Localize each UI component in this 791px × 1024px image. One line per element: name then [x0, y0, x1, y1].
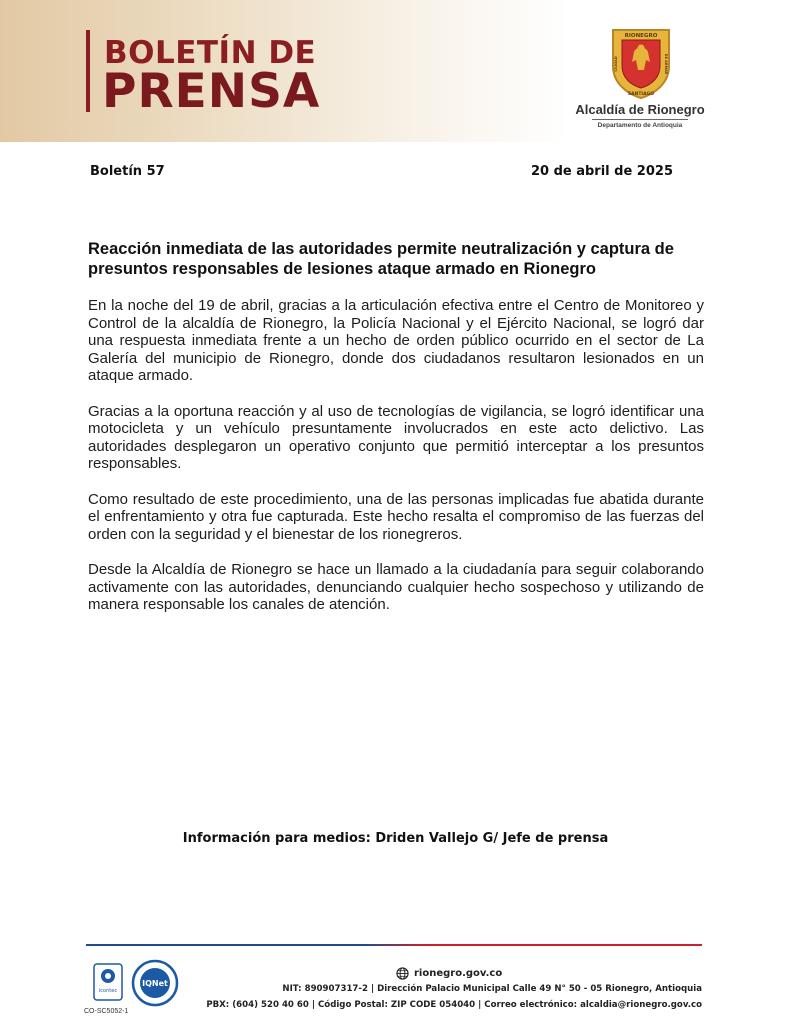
headline: Reacción inmediata de las autoridades permite neutralización y captura de presuntos responsables de lesiones ataque armado en Rionegro [88, 240, 674, 278]
footer-divider [86, 944, 702, 946]
article-body [88, 297, 704, 632]
coat-of-arms-icon [608, 26, 674, 100]
paragraph-2: Gracias a la oportuna reacción y al uso de tecnologías de vigilancia, se logró identificar una motocicleta y un vehículo presuntamente involucrados en este acto delictivo. Las autoridades desplegaron un operativo conjunto que permitió interceptar a los presuntos responsables. [88, 402, 704, 472]
paragraph-4: Desde la Alcaldía de Rionegro se hace un llamado a la ciudadanía para seguir colaborando activamente con las autoridades, denunciando cualquier hecho sospechoso y utilizando de manera responsable los canales de atención. [88, 561, 704, 613]
crest-text-left: CIUDAD [614, 56, 618, 72]
org-subtitle: Departamento de Antioquia [597, 122, 683, 129]
website-row [396, 967, 502, 980]
iqnet-certification-icon [131, 959, 179, 1007]
footer-address-line: NIT: 890907317-2 | Dirección Palacio Municipal Calle 49 N° 50 - 05 Rionegro, Antioquia [282, 984, 702, 994]
crest-text-top: RIONEGRO [624, 33, 658, 39]
globe-icon [396, 967, 409, 980]
title-accent-bar [86, 30, 90, 112]
bulletin-title-line1: BOLETÍN DE [104, 35, 317, 71]
org-divider [592, 119, 688, 120]
bulletin-date: 20 de abril de 2025 [530, 164, 673, 179]
crest-text-right: DE ARMAS [664, 53, 668, 75]
certification-code: CO-SC5052-1 [84, 1008, 129, 1015]
icontec-certification-icon [93, 963, 123, 1003]
paragraph-3: Como resultado de este procedimiento, una de las personas implicadas fue abatida durante el enfrentamiento y otra fue capturada. Este hecho resalta el compromiso de las fuerzas del orden con la seguridad y el bienestar de los rionegreros. [88, 490, 704, 543]
paragraph-1: En la noche del 19 de abril, gracias a la articulación efectiva entre el Centro de Monitoreo y Control de la alcaldía de Rionegro, la Policía Nacional y el Ejército Nacional, se logró dar una respuesta inmediata frente a un hecho de orden público ocurrido en el sector de La Galería del municipio de Rionegro, donde dos ciudadanos resultaron lesionados en un ataque armado. [88, 297, 704, 384]
website-link[interactable]: rionegro.gov.co [414, 968, 503, 979]
bulletin-title-line2: PRENSA [102, 64, 321, 119]
crest-text-bottom: SANTIAGO [627, 92, 655, 97]
cert1-label: icontec [98, 988, 118, 994]
footer-contact-line: PBX: (604) 520 40 60 | Código Postal: ZIP CODE 054040 | Correo electrónico: alcaldia@rionegro.gov.co [206, 1000, 702, 1010]
org-name: Alcaldía de Rionegro [575, 102, 705, 117]
media-contact: Información para medios: Driden Vallejo G/ Jefe de prensa [182, 831, 609, 846]
bulletin-number: Boletín 57 [90, 164, 165, 179]
cert2-label: IQNet [142, 979, 168, 988]
